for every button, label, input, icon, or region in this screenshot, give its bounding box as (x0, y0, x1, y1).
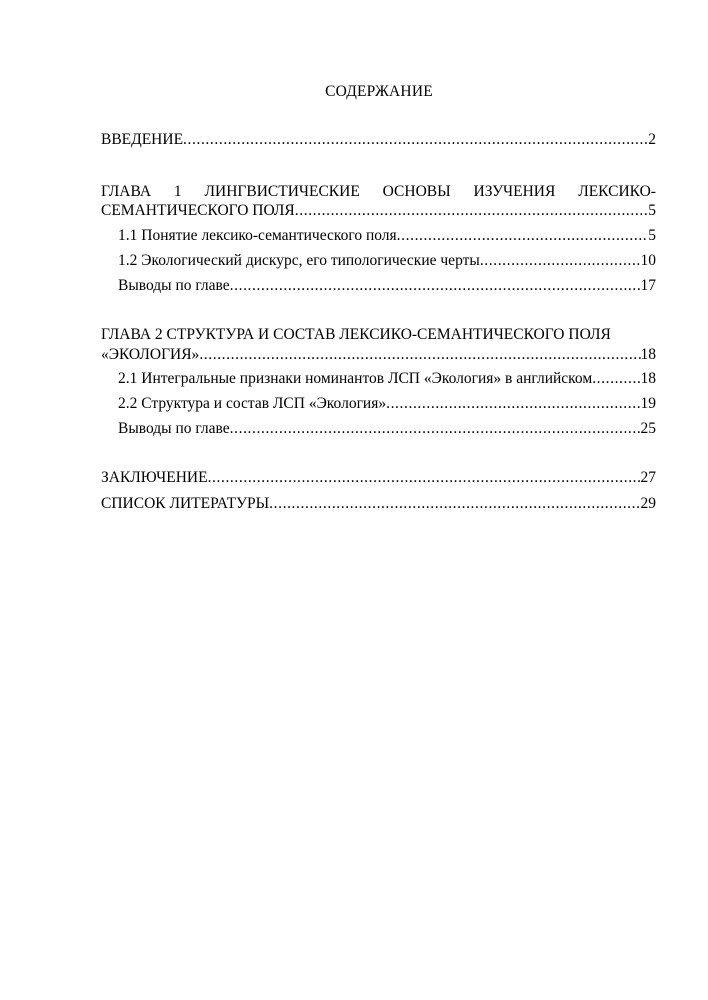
toc-word: ГЛАВА (101, 183, 152, 200)
toc-leader-dots (386, 392, 640, 416)
toc-entry-label: «ЭКОЛОГИЯ» (101, 346, 200, 363)
toc-entry-section-1-1[interactable] (118, 224, 656, 248)
toc-word: ЛИНГВИСТИЧЕСКИЕ (204, 183, 360, 200)
toc-entry-label: Выводы по главе (118, 277, 230, 294)
toc-page-number: 29 (640, 495, 656, 512)
toc-leader-dots (480, 249, 641, 273)
toc-entry-label: Выводы по главе (118, 420, 230, 437)
toc-entry-label: ЗАКЛЮЧЕНИЕ (101, 469, 208, 486)
toc-entry-label: ВВЕДЕНИЕ (101, 131, 184, 148)
toc-entry-chapter1[interactable] (101, 199, 656, 223)
toc-page-number: 19 (640, 395, 656, 412)
toc-leader-dots (199, 343, 640, 367)
toc-leader-dots (397, 224, 649, 248)
toc-entry-label: 1.1 Понятие лексико-семантического поля (118, 227, 397, 244)
toc-page-number: 5 (648, 227, 656, 244)
toc-page-number: 2 (648, 131, 656, 148)
toc-entry-section-2-1[interactable] (118, 367, 656, 391)
toc-leader-dots (183, 128, 648, 152)
toc-leader-dots (230, 274, 641, 298)
toc-page-number: 5 (648, 202, 656, 219)
toc-page-number: 25 (640, 420, 656, 437)
toc-page-number: 18 (640, 370, 656, 387)
toc-entry-chapter2-conclusions[interactable] (118, 417, 656, 441)
toc-page-number: 18 (640, 346, 656, 363)
toc-page-number: 10 (640, 252, 656, 269)
toc-entry-label: ГЛАВА 2 СТРУКТУРА И СОСТАВ ЛЕКСИКО-СЕМАНТИЧЕСКОГО ПОЛЯ (101, 326, 611, 343)
toc-entry-conclusion[interactable] (101, 466, 656, 490)
toc-word: ИЗУЧЕНИЯ (473, 183, 556, 200)
toc-word: ЛЕКСИКО- (578, 183, 656, 200)
toc-entry-label: СПИСОК ЛИТЕРАТУРЫ (101, 495, 270, 512)
toc-page-number: 27 (640, 469, 656, 486)
toc-word: ОСНОВЫ (382, 183, 451, 200)
toc-leader-dots (295, 199, 648, 223)
toc-leader-dots (592, 367, 640, 391)
toc-entry-section-2-2[interactable] (118, 392, 656, 416)
toc-entry-section-1-2[interactable] (118, 249, 656, 273)
toc-leader-dots (269, 492, 640, 516)
toc-entry-label: 1.2 Экологический дискурс, его типологические черты (118, 252, 480, 269)
toc-leader-dots (208, 466, 641, 490)
toc-entry-label: СЕМАНТИЧЕСКОГО ПОЛЯ (101, 202, 295, 219)
page-title: СОДЕРЖАНИЕ (325, 83, 433, 100)
toc-word: 1 (173, 183, 182, 200)
toc-entry-label: 2.1 Интегральные признаки номинантов ЛСП «Экология» в английском (118, 370, 593, 387)
toc-page-number: 17 (640, 277, 656, 294)
toc-entry-chapter2[interactable] (101, 343, 656, 367)
toc-entry-references[interactable] (101, 492, 656, 516)
toc-leader-dots (230, 417, 641, 441)
toc-entry-chapter1-conclusions[interactable] (118, 274, 656, 298)
toc-entry-label: 2.2 Структура и состав ЛСП «Экология» (118, 395, 387, 412)
toc-entry-introduction[interactable] (101, 128, 656, 152)
